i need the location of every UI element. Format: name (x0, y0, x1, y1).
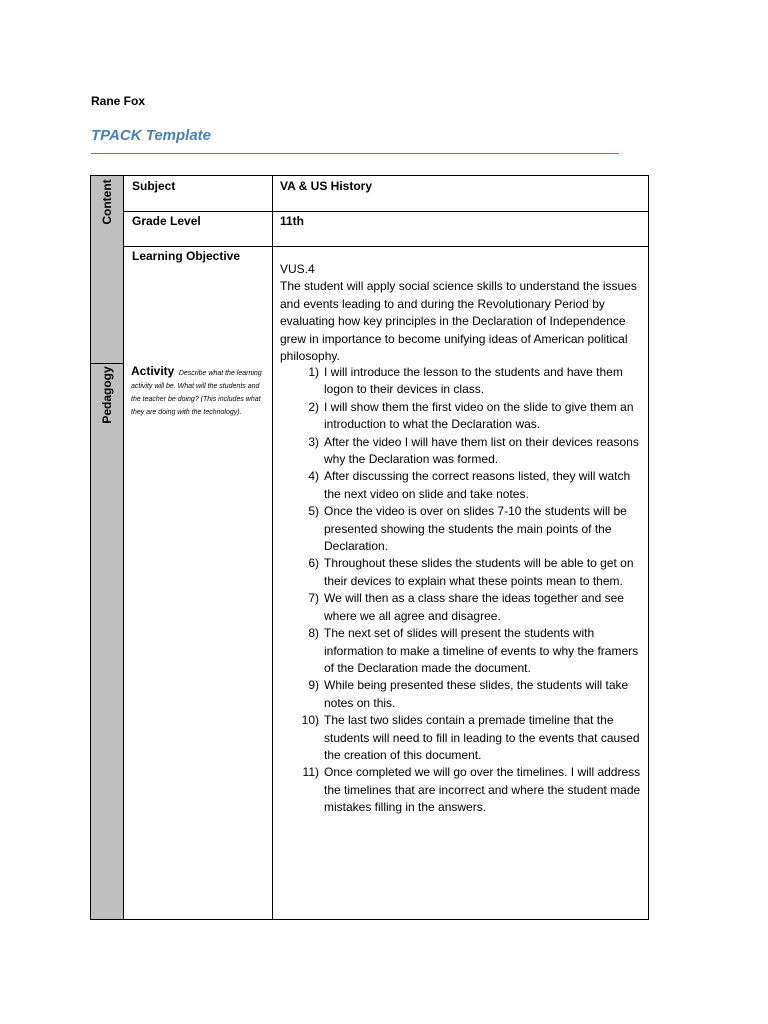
activity-step (297, 503, 646, 555)
pedagogy-section-label: Pedagogy (100, 366, 114, 424)
step-number: 3) (308, 434, 319, 449)
activity-step (297, 434, 646, 469)
step-text: I will show them the first video on the slide to give them an introduction to what the Declaration was. (324, 399, 634, 432)
step-number: 11) (302, 765, 319, 780)
row-divider (124, 211, 648, 212)
learning-objective-value (280, 261, 642, 365)
column-divider (272, 176, 273, 919)
step-text: I will introduce the lesson to the students and have them logon to their devices in class. (324, 365, 623, 397)
step-text: While being presented these slides, the students will take notes on this. (324, 678, 629, 710)
step-number: 1) (308, 365, 319, 379)
grade-level-label: Grade Level (132, 214, 201, 228)
step-number: 9) (308, 678, 319, 693)
activity-step (297, 555, 646, 590)
activity-description: Describe what the learning activity will be. What will the students and the teacher be doing? (This includes what they are doing with the technology). (131, 370, 262, 416)
activity-step (297, 764, 646, 816)
activity-label: Activity (131, 364, 175, 378)
subject-label: Subject (132, 179, 176, 193)
step-text: Once the video is over on slides 7-10 the students will be presented showing the students the main points of the Declaration. (324, 504, 627, 554)
activity-steps-list (297, 364, 646, 817)
activity-step (297, 677, 646, 712)
activity-label-cell (131, 366, 269, 418)
step-number: 4) (308, 469, 319, 484)
activity-step (297, 468, 646, 503)
step-number: 7) (308, 591, 319, 606)
step-text: The last two slides contain a premade timeline that the students will need to fill in leading to the events that caused the creation of this document. (324, 713, 640, 762)
content-section-label: Content (100, 179, 114, 225)
objective-text: The student will apply social science skills to understand the issues and events leading to and during the Revolutionary Period by evaluating how key principles in the Declaration of Independence grew in importance to become unifying ideas of American political philosophy. (280, 279, 637, 364)
activity-step (297, 364, 646, 399)
step-text: The next set of slides will present the students with information to make a timeline of events to why the framers of the Declaration made the document. (324, 626, 639, 675)
tpack-table (90, 175, 649, 920)
pedagogy-section-label-cell (91, 363, 124, 919)
author-name: Rane Fox (91, 94, 146, 108)
step-text: After the video I will have them list on their devices reasons why the Declaration was formed. (324, 434, 639, 467)
step-text: We will then as a class share the ideas together and see where we all agree and disagree. (324, 591, 624, 623)
activity-step (297, 625, 646, 677)
step-text: Throughout these slides the students will be able to get on their devices to explain what these points mean to them. (324, 556, 634, 588)
step-number: 8) (308, 626, 319, 641)
document-title: TPACK Template (91, 127, 212, 144)
activity-step (297, 712, 646, 764)
step-text: Once completed we will go over the timelines. I will address the timelines that are incorrect and where the student made mistakes filling in the answers. (324, 765, 641, 815)
row-divider (124, 246, 648, 247)
content-section-label-cell (91, 176, 124, 363)
activity-step (297, 399, 646, 434)
title-underline (91, 153, 619, 154)
learning-objective-label: Learning Objective (132, 249, 241, 263)
step-number: 5) (308, 504, 319, 519)
step-text: After discussing the correct reasons listed, they will watch the next video on slide and take notes. (324, 469, 631, 501)
step-number: 6) (308, 556, 319, 571)
activity-step (297, 590, 646, 625)
objective-code: VUS.4 (280, 262, 315, 276)
step-number: 10) (301, 713, 319, 728)
grade-level-value: 11th (280, 214, 305, 228)
step-number: 2) (308, 399, 319, 414)
subject-value: VA & US History (280, 179, 373, 193)
